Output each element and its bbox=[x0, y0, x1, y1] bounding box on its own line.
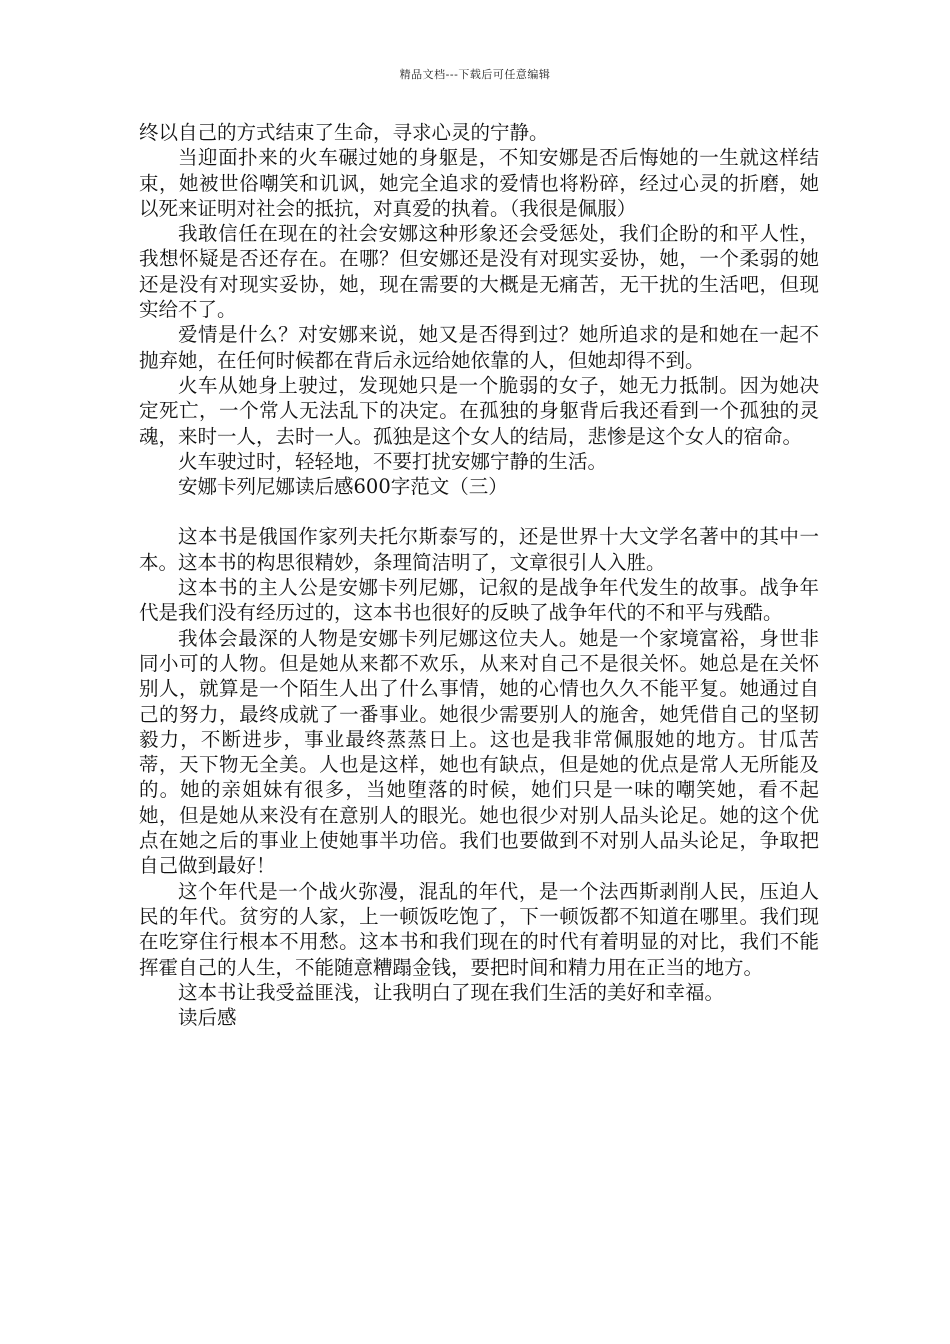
paragraph: 火车从她身上驶过，发现她只是一个脆弱的女子，她无力抵制。因为她决定死亡，一个常人无法乱下的决定。在孤独的身躯背后我还看到一个孤独的灵魂，来时一人，去时一人。孤独是这个女人的结局，悲惨是这个女人的宿命。 bbox=[139, 373, 819, 448]
paragraph: 这本书的主人公是安娜卡列尼娜，记叙的是战争年代发生的故事。战争年代是我们没有经历过的，这本书也很好的反映了战争年代的不和平与残酷。 bbox=[139, 576, 819, 625]
paragraph: 火车驶过时，轻轻地，不要打扰安娜宁静的生活。 bbox=[178, 449, 608, 473]
paragraph: 这个年代是一个战火弥漫，混乱的年代，是一个法西斯剥削人民，压迫人民的年代。贫穷的人家，上一顿饭吃饱了，下一顿饭都不知道在哪里。我们现在吃穿住行根本不用愁。这本书和我们现在的时代有着明显的对比，我们不能挥霍自己的人生，不能随意糟蹋金钱，要把时间和精力用在正当的地方。 bbox=[139, 879, 819, 979]
document-body bbox=[139, 120, 819, 1030]
page-header: 精品文档---下载后可任意编辑 bbox=[399, 68, 551, 81]
paragraph: 这本书是俄国作家列夫托尔斯泰写的，还是世界十大文学名著中的其中一本。这本书的构思很精妙，条理简洁明了，文章很引人入胜。 bbox=[139, 525, 819, 574]
paragraph: 我体会最深的人物是安娜卡列尼娜这位夫人。她是一个家境富裕，身世非同小可的人物。但是她从来都不欢乐，从来对自己不是很关怀。她总是在关怀别人，就算是一个陌生人出了什么事情，她的心情也久久不能平复。她通过自己的努力，最终成就了一番事业。她很少需要别人的施舍，她凭借自己的坚韧毅力，不断进步，事业最终蒸蒸日上。这也是我非常佩服她的地方。甘瓜苦蒂，天下物无全美。人也是这样，她也有缺点，但是她的优点是常人无所能及的。她的亲姐妹有很多，当她堕落的时候，她们只是一味的嘲笑她，看不起她，但是她从来没有在意别人的眼光。她也很少对别人品头论足。她的这个优点在她之后的事业上使她事半功倍。我们也要做到不对别人品头论足，争取把自己做到最好！ bbox=[139, 626, 819, 878]
section-title: 安娜卡列尼娜读后感600字范文（三） bbox=[178, 475, 508, 499]
paragraph: 读后感 bbox=[178, 1006, 237, 1030]
paragraph: 当迎面扑来的火车碾过她的身躯是，不知安娜是否后悔她的一生就这样结束，她被世俗嘲笑和讥讽，她完全追求的爱情也将粉碎，经过心灵的折磨，她以死来证明对社会的抵抗，对真爱的执着。（我很是佩服） bbox=[139, 146, 819, 220]
paragraph: 终以自己的方式结束了生命，寻求心灵的宁静。 bbox=[139, 121, 549, 144]
paragraph: 爱情是什么？对安娜来说，她又是否得到过？她所追求的是和她在一起不抛弃她，在任何时候都在背后永远给她依靠的人，但她却得不到。 bbox=[139, 323, 819, 372]
paragraph: 这本书让我受益匪浅，让我明白了现在我们生活的美好和幸福。 bbox=[178, 980, 725, 1004]
paragraph: 我敢信任在现在的社会安娜这种形象还会受惩处，我们企盼的和平人性，我想怀疑是否还存在。在哪？但安娜还是没有对现实妥协，她，一个柔弱的她还是没有对现实妥协，她，现在需要的大概是无痛苦，无干扰的生活吧，但现实给不了。 bbox=[139, 222, 819, 322]
blank-line bbox=[139, 499, 819, 524]
